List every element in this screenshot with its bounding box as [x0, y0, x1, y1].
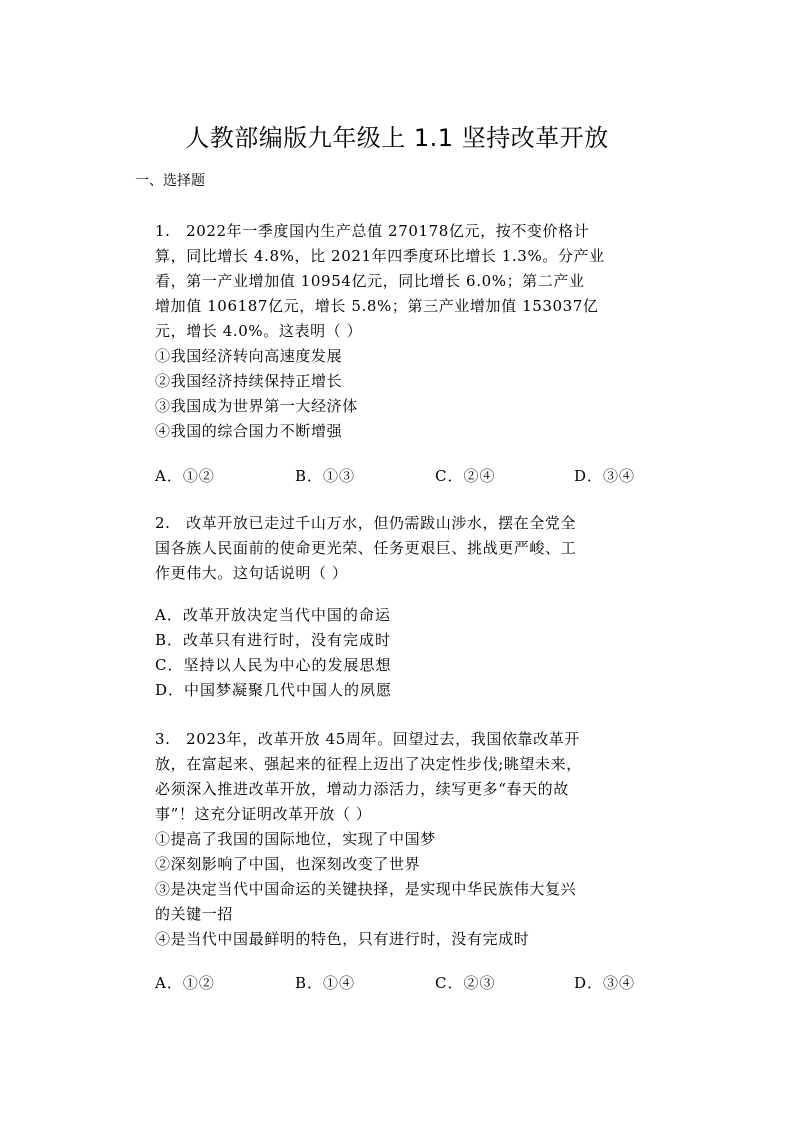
question-statement: ③是决定当代中国命运的关键抉择，是实现中华民族伟大复兴	[155, 880, 577, 898]
page-title: 人教部编版九年级上 1.1 坚持改革开放	[185, 124, 609, 152]
question-statement: 的关键一招	[155, 905, 234, 923]
question-stem-line: 元，增长 4.0%。这表明（ ）	[155, 322, 363, 340]
question-stem-line: 3. 2023年，改革开放 45周年。回望过去，我国依靠改革开	[155, 730, 580, 748]
question-stem-line: 国各族人民面前的使命更光荣、任务更艰巨、挑战更严峻、工	[155, 539, 577, 557]
question-stem-line: 增加值 106187亿元，增长 5.8%；第三产业增加值 153037亿	[155, 297, 599, 315]
question-statement: ③我国成为世界第一大经济体	[155, 397, 358, 415]
answer-option-d: D．③④	[574, 467, 636, 485]
question-stem-line: 事”！这充分证明改革开放（ ）	[155, 805, 372, 823]
question-statement: ④是当代中国最鲜明的特色，只有进行时，没有完成时	[155, 930, 530, 948]
question-stem-line: 2. 改革开放已走过千山万水，但仍需跋山涉水，摆在全党全	[155, 514, 577, 532]
question-stem-line: 放，在富起来、强起来的征程上迈出了决定性步伐;眺望未来，	[155, 755, 582, 773]
question-stem-line: 看，第一产业增加值 10954亿元，同比增长 6.0%；第二产业	[155, 272, 585, 290]
answer-option-b: B．改革只有进行时，没有完成时	[155, 631, 392, 649]
question-stem-line: 1. 2022年一季度国内生产总值 270178亿元，按不变价格计	[155, 222, 590, 240]
answer-option-d: D．中国梦凝聚几代中国人的夙愿	[155, 681, 393, 699]
answer-option-c: C．②③	[435, 974, 496, 992]
question-stem-line: 算，同比增长 4.8%，比 2021年四季度环比增长 1.3%。分产业	[155, 247, 605, 265]
answer-option-c: C．坚持以人民为中心的发展思想	[155, 656, 392, 674]
answer-option-c: C．②④	[435, 467, 496, 485]
answer-option-a: A．①②	[155, 974, 215, 992]
question-statement: ②我国经济持续保持正增长	[155, 372, 343, 390]
section-heading: 一、选择题	[135, 173, 205, 189]
answer-option-d: D．③④	[574, 974, 636, 992]
answer-option-b: B．①④	[295, 974, 356, 992]
question-stem-line: 必须深入推进改革开放，增动力添活力，续写更多“春天的故	[155, 780, 569, 798]
answer-option-b: B．①③	[295, 467, 356, 485]
question-statement: ①提高了我国的国际地位，实现了中国梦	[155, 830, 436, 848]
question-statement: ①我国经济转向高速度发展	[155, 347, 343, 365]
answer-option-a: A．改革开放决定当代中国的命运	[155, 606, 391, 624]
answer-option-a: A．①②	[155, 467, 215, 485]
question-statement: ②深刻影响了中国，也深刻改变了世界	[155, 855, 421, 873]
question-statement: ④我国的综合国力不断增强	[155, 422, 343, 440]
question-stem-line: 作更伟大。这句话说明（ ）	[155, 564, 348, 582]
